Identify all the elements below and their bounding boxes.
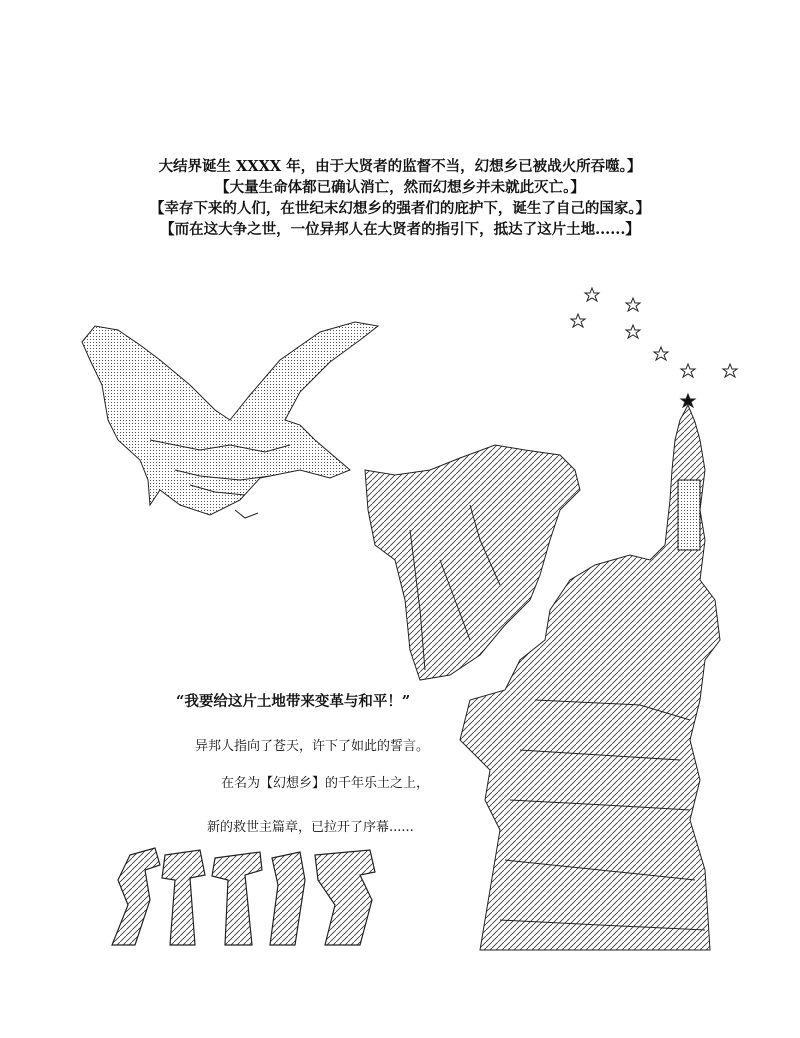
narration-line: 【幸存下来的人们，在世纪末幻想乡的强者们的庇护下，诞生了自己的国家。】	[149, 200, 651, 217]
star-icon	[626, 298, 640, 311]
narration-line: 【而在这大争之世，一位异邦人在大贤者的指引下，抵达了这片土地......】	[160, 221, 640, 238]
stars-decoration	[571, 288, 737, 407]
star-icon	[723, 364, 737, 377]
star-icon	[571, 314, 585, 327]
story-line: 在名为【幻想乡】的千年乐土之上，	[221, 776, 430, 791]
story-line: 异邦人指向了苍天，许下了如此的誓言。	[195, 739, 430, 754]
star-icon	[681, 364, 695, 377]
narration-block	[0, 156, 800, 240]
story-line: 新的救世主篇章，已拉开了序幕......	[207, 820, 414, 835]
logo-art	[112, 848, 375, 945]
eagle-art	[82, 322, 378, 518]
narration-line: 【大量生命体都已确认消亡，然而幻想乡并未就此灭亡。】	[215, 179, 585, 196]
star-icon	[626, 325, 640, 338]
narration-line: 大结界诞生 XXXX 年，由于大贤者的监督不当，幻想乡已被战火所吞噬。】	[158, 158, 642, 175]
star-icon	[654, 347, 668, 360]
hero-quote: “我要给这片土地带来变革与和平！”	[176, 693, 411, 710]
star-icon	[585, 288, 599, 301]
